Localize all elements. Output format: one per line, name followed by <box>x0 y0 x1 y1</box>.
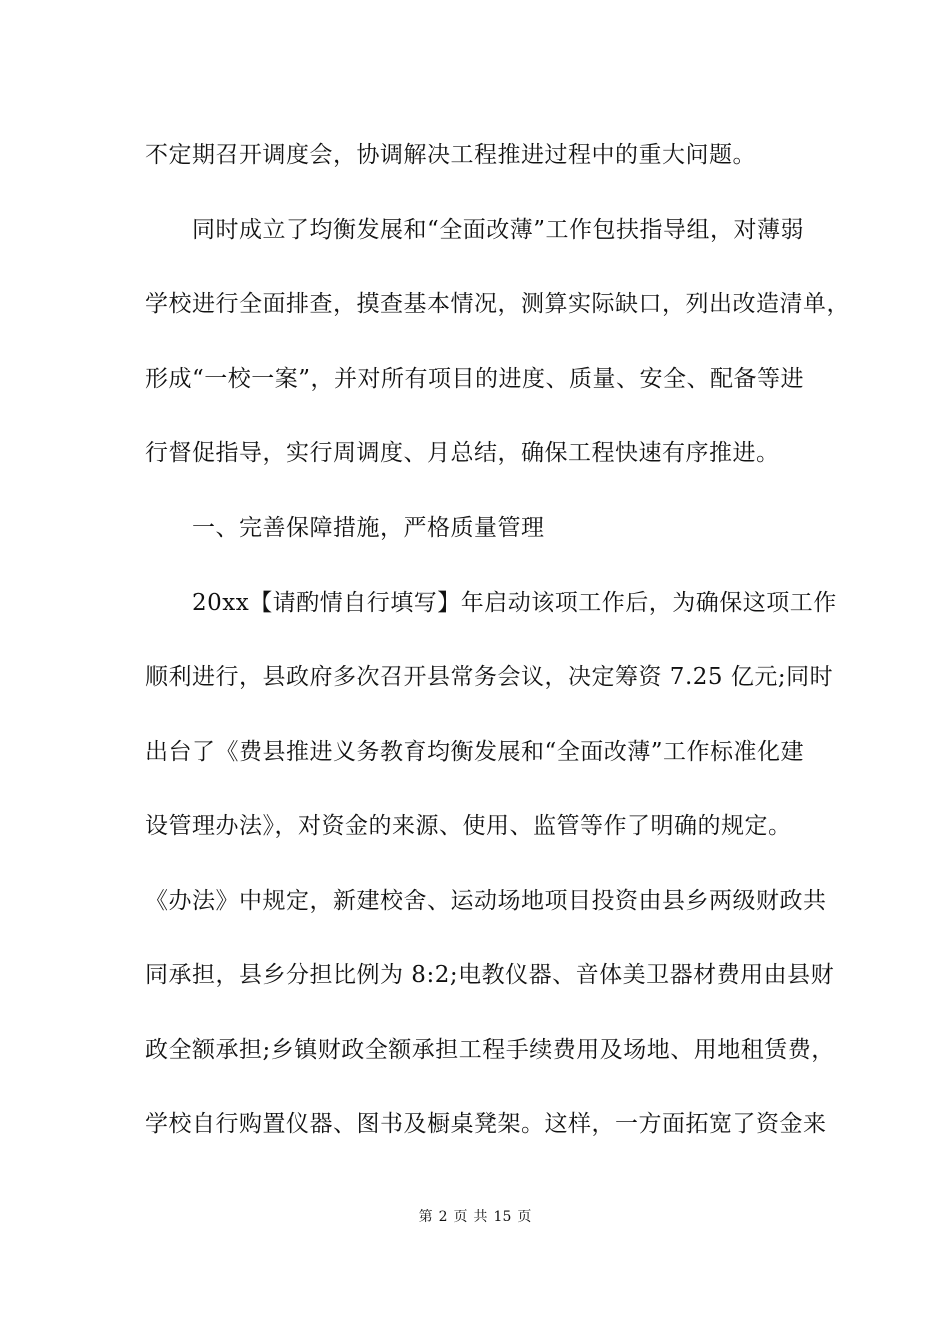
text-line-13: 政全额承担;乡镇财政全额承担工程手续费用及场地、用地租赁费， <box>145 1037 835 1063</box>
footer-page-number: 2 <box>438 1209 448 1225</box>
text-line-14: 学校自行购置仪器、图书及橱桌凳架。这样，一方面拓宽了资金来 <box>145 1111 827 1137</box>
footer-total-word: 共 <box>473 1209 488 1225</box>
page-footer <box>0 1208 950 1226</box>
text-line-9: 出台了《费县推进义务教育均衡发展和“全面改薄”工作标准化建 <box>145 739 805 765</box>
text-line-1: 不定期召开调度会，协调解决工程推进过程中的重大问题。 <box>145 142 756 168</box>
text-line-4: 形成“一校一案”，并对所有项目的进度、质量、安全、配备等进 <box>145 366 805 392</box>
text-line-11: 《办法》中规定，新建校舍、运动场地项目投资由县乡两级财政共 <box>145 888 827 914</box>
footer-total-pages: 15 <box>493 1209 512 1225</box>
footer-prefix: 第 <box>418 1209 433 1225</box>
text-line-12: 同承担，县乡分担比例为 8:2;电教仪器、音体美卫器材费用由县财 <box>145 962 835 988</box>
text-line-2: 同时成立了均衡发展和“全面改薄”工作包扶指导组，对薄弱 <box>192 217 805 243</box>
footer-suffix: 页 <box>517 1209 532 1225</box>
text-line-5: 行督促指导，实行周调度、月总结，确保工程快速有序推进。 <box>145 440 780 466</box>
text-line-7: 20xx【请酌情自行填写】年启动该项工作后，为确保这项工作 <box>192 590 837 616</box>
text-line-8: 顺利进行，县政府多次召开县常务会议，决定筹资 7.25 亿元;同时 <box>145 664 834 690</box>
section-heading: 一、完善保障措施，严格质量管理 <box>192 515 545 541</box>
text-line-3: 学校进行全面排查，摸查基本情况，测算实际缺口，列出改造清单， <box>145 291 850 317</box>
footer-page-word: 页 <box>453 1209 468 1225</box>
text-line-10: 设管理办法》，对资金的来源、使用、监管等作了明确的规定。 <box>145 813 792 839</box>
